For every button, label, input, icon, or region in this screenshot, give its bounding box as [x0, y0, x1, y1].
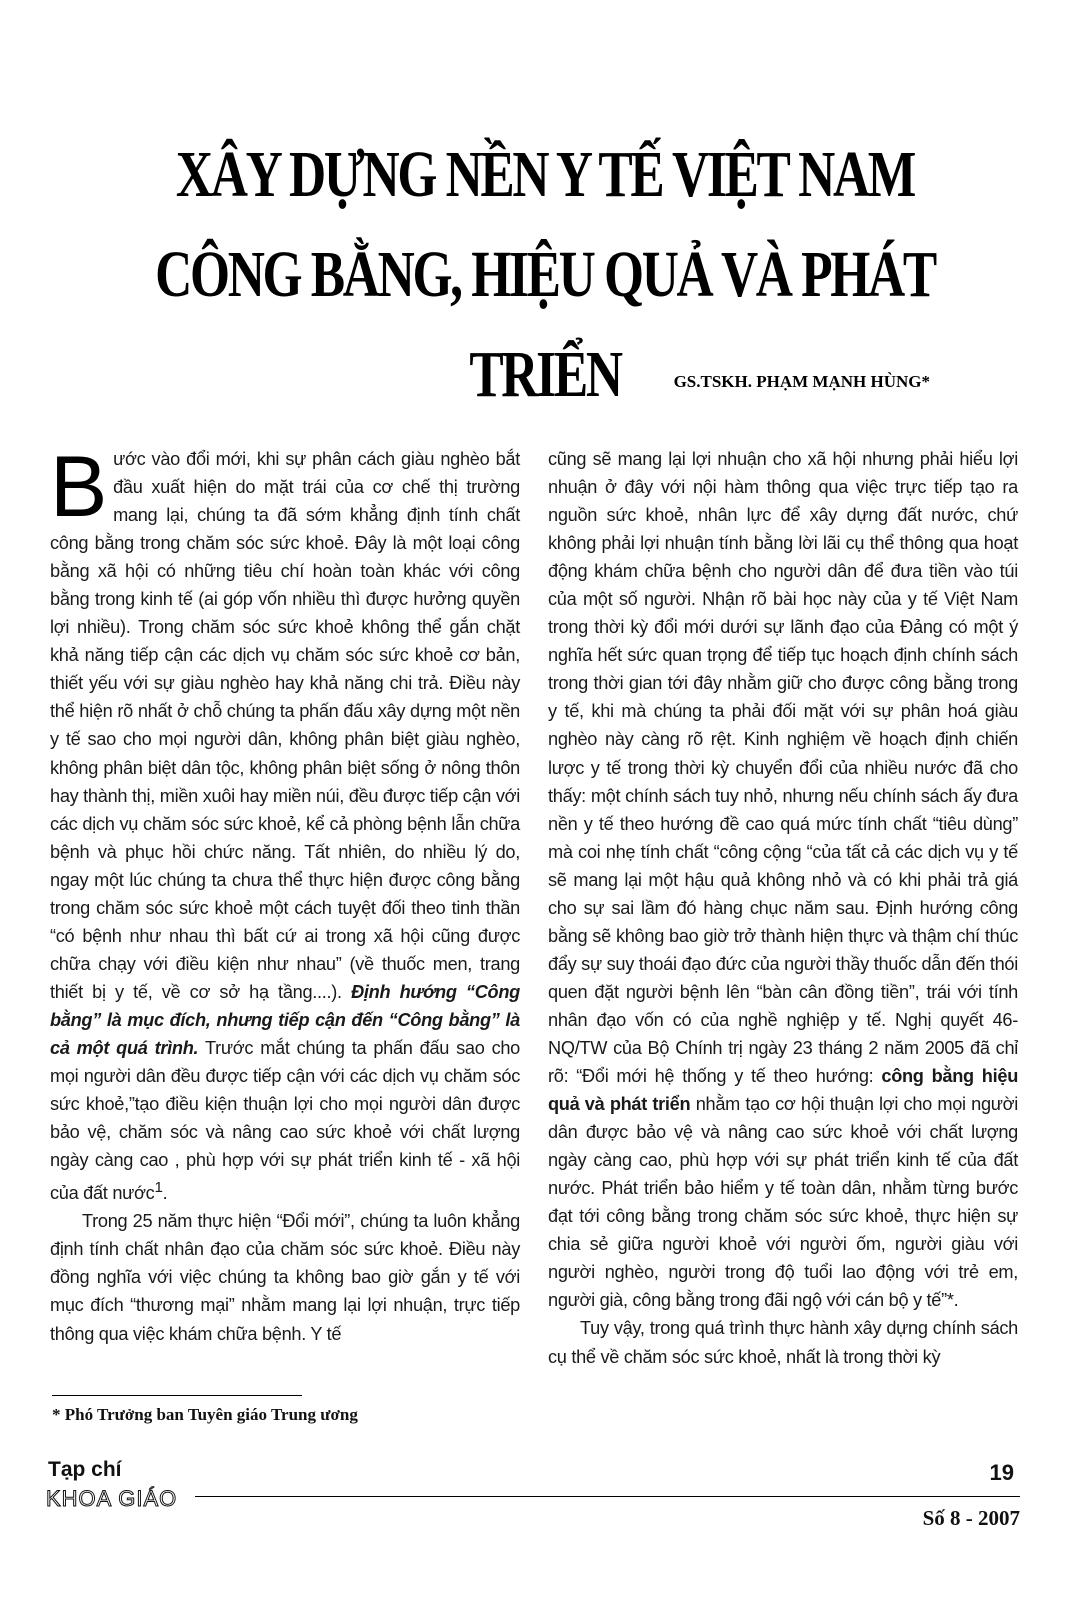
left-paragraph-2: Trong 25 năm thực hiện “Đổi mới”, chúng ta luôn khẳng định tính chất nhân đạo của chăm sóc sức khoẻ. Điều này đồng nghĩa với việc chúng ta không bao giờ gắn y tế với mục đích “thương mại” nhằm mang lại lợi nhuận, trực tiếp thông qua việc khám chữa bệnh. Y tế: [50, 1211, 520, 1344]
left-p1-end: .: [162, 1183, 168, 1204]
left-p1-tail: Trước mắt chúng ta phấn đấu sao cho mọi người dân đều được tiếp cận với các dịch vụ chăm sóc sức khoẻ,”tạo điều kiện thuận lợi cho mọi người dân được bảo vệ, chăm sóc và nâng cao sức khoẻ với chất lượng ngày càng cao , phù hợp với sự phát triển kinh tế - xã hội của đất nước: [50, 1037, 520, 1204]
magazine-subtitle: KHOA GIÁO: [46, 1486, 178, 1511]
left-p1-emphasis: Định hướng “Công bằng” là mục đích, nhưng tiếp cận đến “Công bằng” là cả một quá trình.: [50, 981, 520, 1058]
footnote: * Phó Trưởng ban Tuyên giáo Trung ương: [52, 1405, 358, 1424]
footnote-divider: [52, 1395, 302, 1396]
right-column: [548, 445, 1018, 1371]
left-paragraph-1: [50, 439, 520, 1207]
right-p1-rest: nhằm tạo cơ hội thuận lợi cho mọi người dân được bảo vệ và nâng cao sức khoẻ với chất lượng ngày càng cao, phù hợp với sự phát triển kinh tế của đất nước. Phát triển bảo hiểm y tế toàn dân, nhằm từng bước đạt tới công bằng trong chăm sóc sức khoẻ, thực hiện sự chia sẻ giữa người khoẻ với người ốm, người giàu với người nghèo, người trong độ tuổi lao động với trẻ em, người già, công bằng trong đãi ngộ với cán bộ y tế”*.: [548, 1094, 1018, 1311]
issue-number: Số 8 - 2007: [922, 1506, 1020, 1530]
left-p1-text: ước vào đổi mới, khi sự phân cách giàu nghèo bắt đầu xuất hiện do mặt trái của cơ chế thị trường mang lại, chúng ta đã sớm khẳng định tính chất công bằng trong chăm sóc sức khoẻ. Đây là một loại công bằng xã hội có những tiêu chí hoàn toàn khác với công bằng trong kinh tế (ai góp vốn nhiều thì được hưởng quyền lợi nhiều). Trong chăm sóc sức khoẻ không thể gắn chặt khả năng tiếp cận các dịch vụ chăm sóc sức khoẻ cơ bản, thiết yếu với sự giàu nghèo hay khả năng chi trả. Điều này thể hiện rõ nhất ở chỗ chúng ta phấn đấu xây dựng một nền y tế sao cho mọi người dân, không phân biệt giàu nghèo, không phân biệt dân tộc, không phân biệt sống ở nông thôn hay thành thị, miền xuôi hay miền núi, đều được tiếp cận với các dịch vụ chăm sóc sức khoẻ, kể cả phòng bệnh lẫn chữa bệnh và phục hồi chức năng. Tất nhiên, do nhiều lý do, ngay một lúc chúng ta chưa thể thực hiện được công bằng trong chăm sóc sức khoẻ một cách tuyệt đối theo tinh thần “có bệnh như nhau thì bất cứ ai trong xã hội cũng được chữa chạy với điều kiện như nhau” (về thuốc men, trang thiết bị y tế, về cơ sở hạ tầng....).: [50, 449, 520, 1002]
right-paragraph-1: [548, 445, 1018, 1314]
title-line-2: CÔNG BẰNG, HIỆU QUẢ VÀ PHÁT TRIỂN: [155, 238, 935, 411]
author-byline: GS.TSKH. PHẠM MẠNH HÙNG*: [673, 372, 930, 391]
left-column: [50, 439, 520, 1348]
footnote-marker: 1: [154, 1179, 163, 1197]
footer-divider: [195, 1496, 1020, 1497]
page-number: 19: [989, 1460, 1014, 1485]
right-p1-strong: công bằng hiệu quả và phát triển: [548, 1066, 1018, 1115]
right-p1-text: cũng sẽ mang lại lợi nhuận cho xã hội nhưng phải hiểu lợi nhuận ở đây với nội hàm thông qua việc trực tiếp tạo ra nguồn sức khoẻ, nhân lực để xây dựng đất nước, chứ không phải lợi nhuận tính bằng lời lãi cụ thể thông qua hoạt động khám chữa bệnh cho người dân để đưa tiền vào túi của một số người. Nhận rõ bài học này của y tế Việt Nam trong thời kỳ đổi mới dưới sự lãnh đạo của Đảng có một ý nghĩa hết sức quan trọng để tiếp tục hoạch định chính sách trong thời gian tới đây nhằm giữ cho được công bằng trong y tế, khi mà chúng ta phải đối mặt với sự phân hoá giàu nghèo này càng rõ rệt. Kinh nghiệm về hoạch định chiến lược y tế trong thời kỳ chuyển đổi của nhiều nước đã cho thấy: một chính sách tuy nhỏ, nhưng nếu chính sách ấy đưa nền y tế theo hướng đề cao quá mức tính chất “tiêu dùng” mà coi nhẹ tính chất “công cộng “của tất cả các dịch vụ y tế sẽ mang lại một hậu quả không nhỏ và có khi phải trả giá cho sự sai lầm đó hàng chục năm sau. Định hướng công bằng sẽ không bao giờ trở thành hiện thực và thậm chí thúc đẩy sự suy thoái đạo đức của người thầy thuốc dẫn đến thói quen đặt người bệnh lên “bàn cân đồng tiền”, trái với tính nhân đạo vốn có của nghề nghiệp y tế. Nghị quyết 46-NQ/TW của Bộ Chính trị ngày 23 tháng 2 năm 2005 đã chỉ rõ: “Đổi mới hệ thống y tế theo hướng:: [548, 449, 1018, 1087]
magazine-name: Tạp chí: [48, 1458, 122, 1481]
title-line-1: XÂY DỰNG NỀN Y TẾ VIỆT NAM: [175, 138, 915, 211]
right-paragraph-2: Tuy vậy, trong quá trình thực hành xây dựng chính sách cụ thể về chăm sóc sức khoẻ, nhất là trong thời kỳ: [548, 1318, 1018, 1367]
drop-cap: B: [50, 439, 108, 535]
